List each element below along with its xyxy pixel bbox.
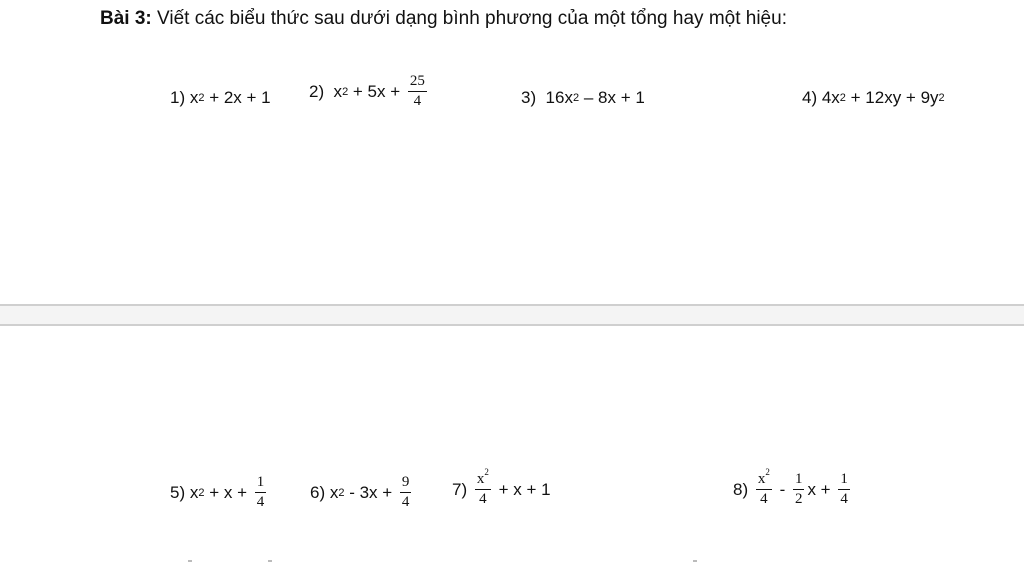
expr-text: - 3x + — [344, 483, 397, 503]
expression-6: 6) x 2 - 3x + $\frac{9}{4}$ — [310, 474, 410, 511]
expression-7 — [452, 467, 551, 508]
fraction — [400, 475, 412, 510]
scan-mark — [188, 560, 192, 562]
expr-text: 3) 16x — [521, 88, 573, 107]
numerator — [475, 467, 491, 489]
section-divider — [0, 304, 1024, 326]
denominator: 4 — [479, 491, 487, 508]
numerator: 25 — [409, 73, 425, 89]
expression-8 — [733, 467, 853, 508]
fraction — [838, 472, 850, 507]
denominator: 4 — [413, 93, 422, 110]
expr-text: + x + 1 — [493, 480, 551, 500]
expr-text: 5) x — [170, 483, 199, 503]
denominator: 4 — [840, 491, 848, 508]
numerator-var: x — [476, 471, 485, 487]
exercise-heading — [100, 8, 787, 30]
fraction — [756, 467, 772, 508]
numerator — [756, 467, 772, 489]
scan-mark — [268, 560, 272, 562]
fraction — [793, 472, 805, 507]
exponent: 2 — [765, 467, 770, 477]
expr-text: + x + — [204, 483, 252, 503]
expr-text: + 2x + 1 — [204, 88, 271, 107]
numerator: 9 — [401, 474, 410, 490]
expr-text: 7) — [452, 480, 472, 500]
fraction — [255, 475, 267, 510]
numerator: 1 — [794, 471, 803, 487]
denominator: 2 — [794, 491, 803, 508]
denominator: 4 — [401, 494, 410, 511]
expression-1: 1) x 2 + 2x + 1 — [170, 88, 271, 107]
numerator: 1 — [840, 471, 848, 487]
exercise-label: Bài 3: — [100, 8, 152, 29]
expr-text: - — [774, 480, 790, 500]
denominator: 4 — [256, 494, 265, 511]
denominator: 4 — [760, 491, 768, 508]
fraction — [408, 74, 427, 109]
exponent: 2 — [484, 467, 489, 477]
exercise-instruction: Viết các biểu thức sau dưới dạng bình phương của một tổng hay một hiệu: — [151, 8, 787, 29]
expr-text: 2) x — [309, 82, 343, 102]
expr-text: – 8x + 1 — [579, 88, 645, 107]
scan-mark — [693, 560, 697, 562]
expression-3: 3) 16x 2 – 8x + 1 — [521, 88, 645, 107]
fraction — [475, 467, 491, 508]
expr-text: x + — [807, 480, 836, 500]
expr-text: + 12xy + 9y — [845, 88, 939, 107]
expr-text: 6) x — [310, 483, 339, 503]
expr-text: 1) x — [170, 88, 199, 107]
expression-5: 5) x 2 + x + $\frac{1}{4}$ — [170, 474, 265, 511]
numerator-var: x — [757, 471, 766, 487]
expression-4: 4) 4x 2 + 12xy + 9y 2 — [802, 88, 945, 107]
expr-text: + 5x + — [348, 82, 405, 102]
numerator: 1 — [256, 474, 265, 490]
expression-2: 2) x 2 + 5x + $\frac{25}{4}$ — [309, 73, 425, 110]
expr-text: 8) — [733, 480, 753, 500]
expr-text: 4) 4x — [802, 88, 840, 107]
